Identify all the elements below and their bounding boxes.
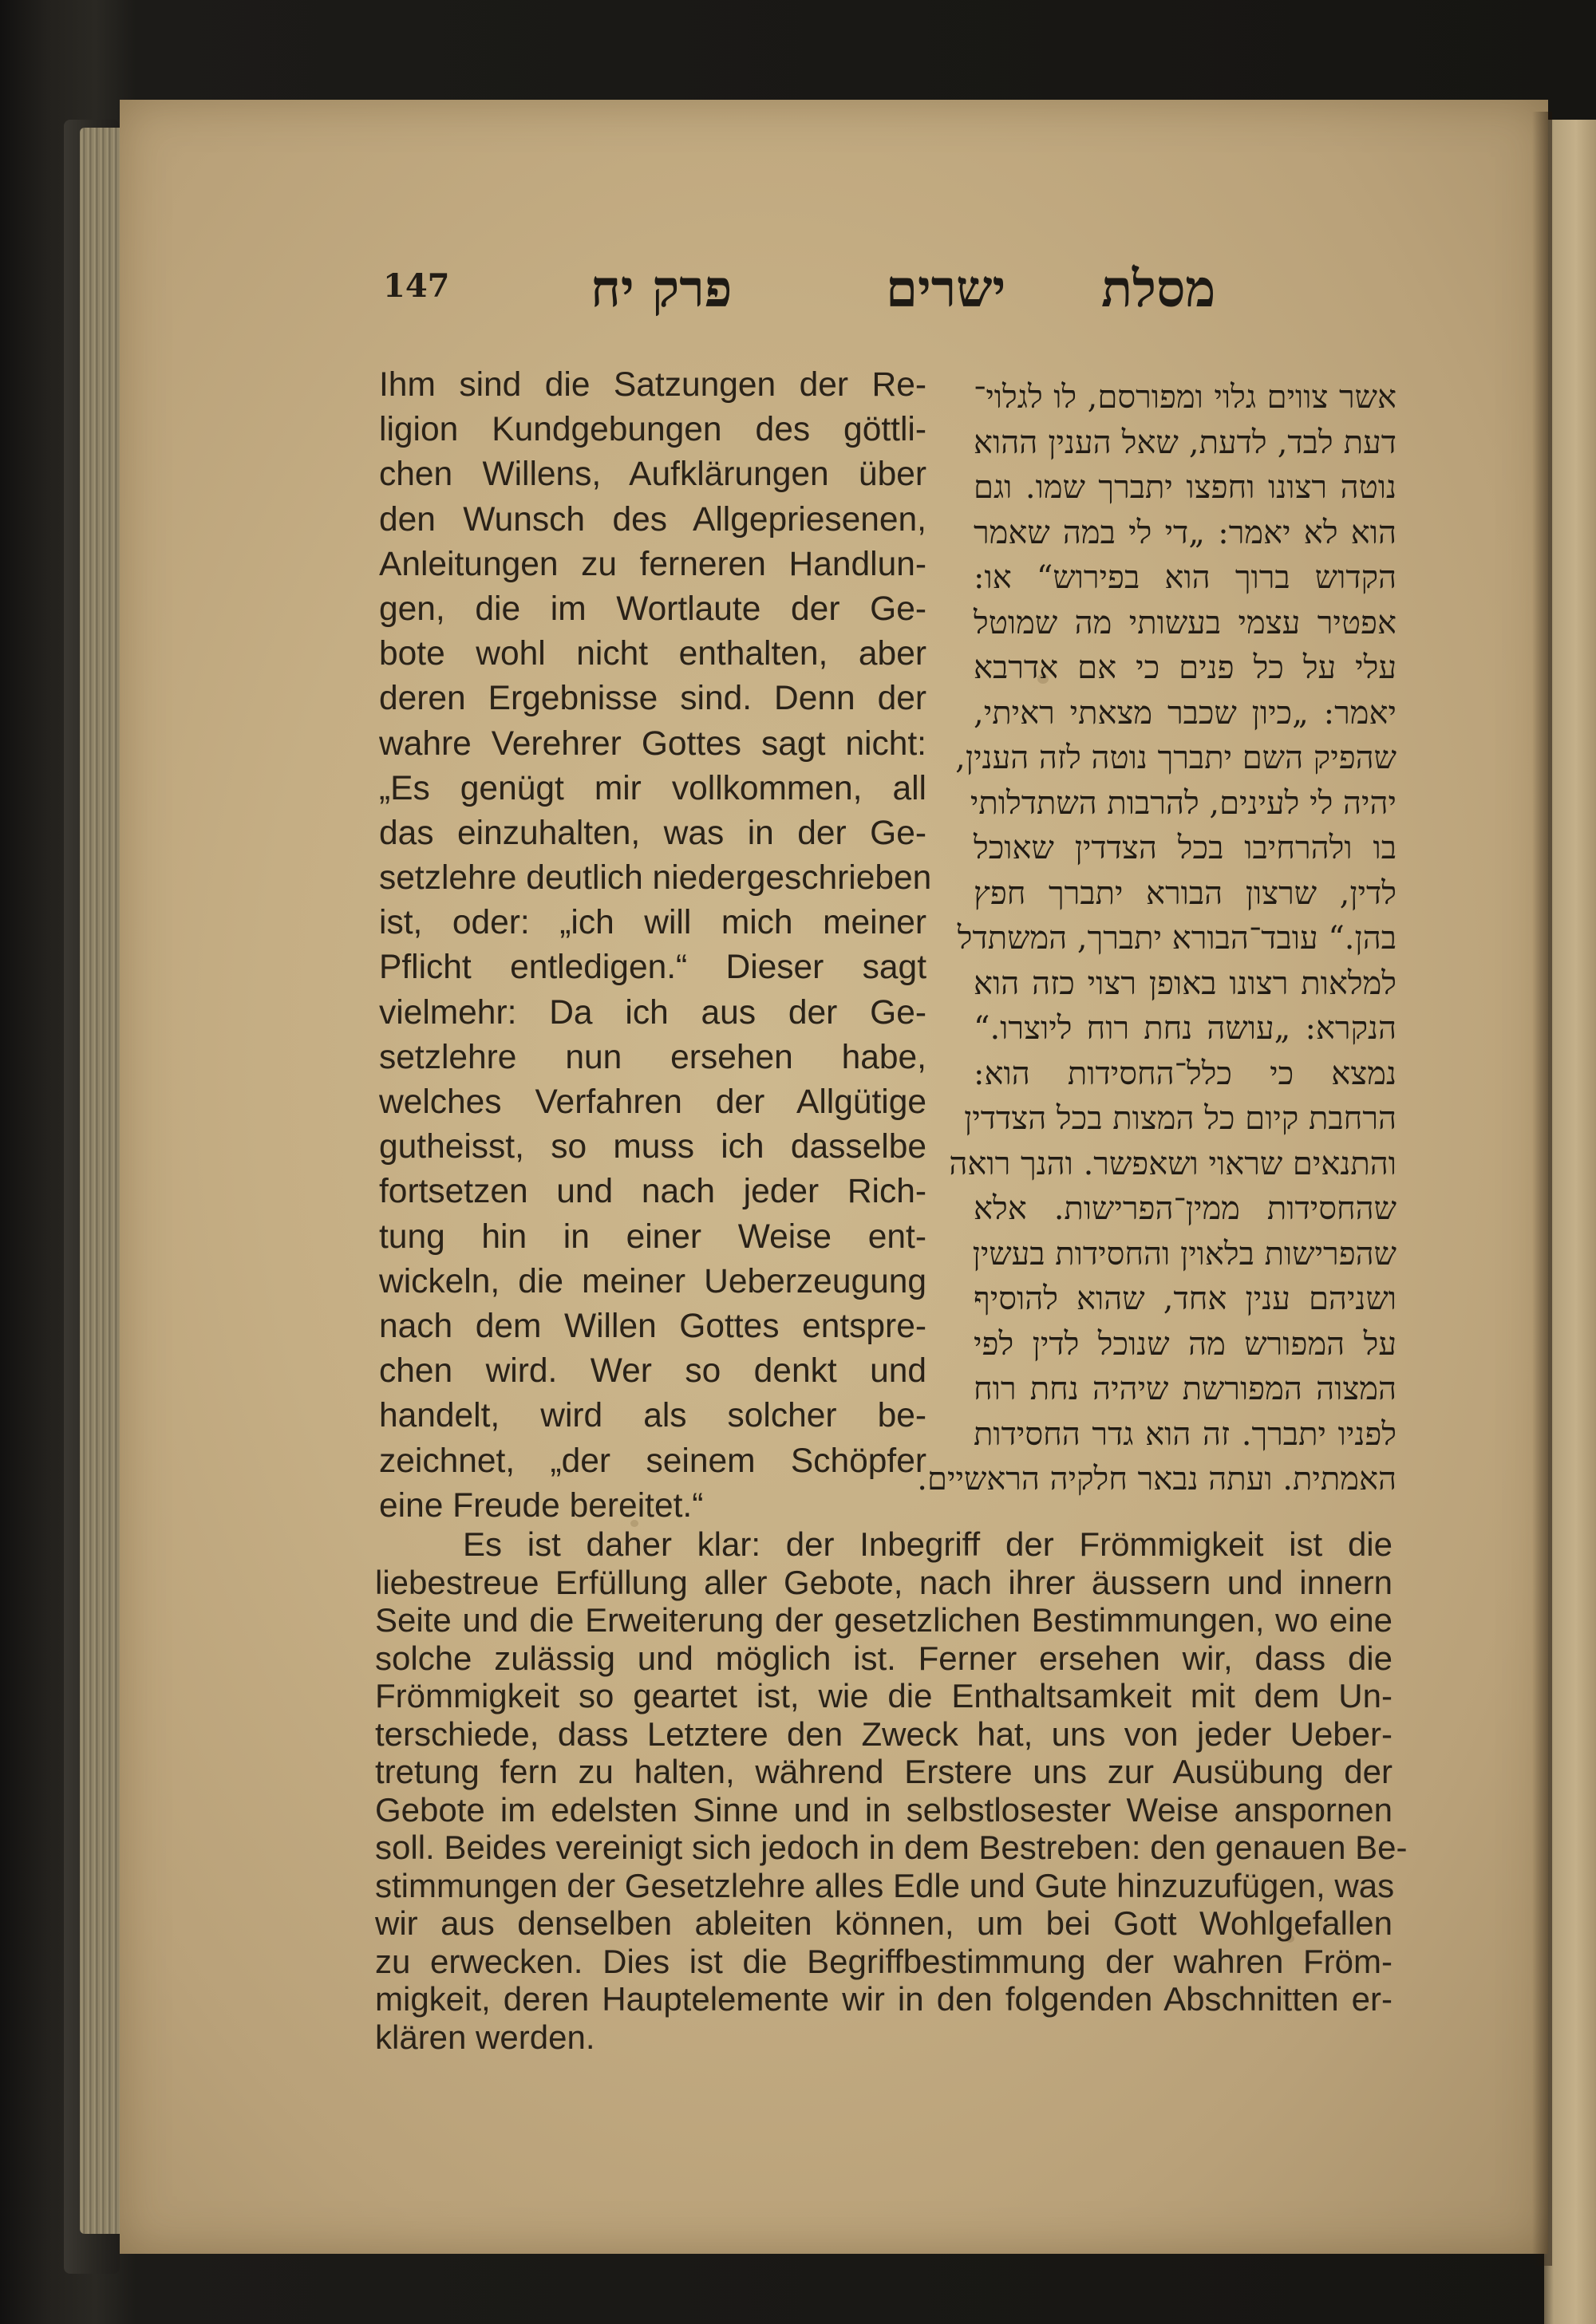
hebrew-line: על המפורש מה שנוכל לדין לפי (974, 1325, 1396, 1363)
german-line: setzlehre nun ersehen habe, (379, 1038, 926, 1076)
page-header (383, 259, 1245, 363)
hebrew-line: עלי על כל פנים כי אם אדרבא (974, 649, 1396, 686)
hebrew-line: דעת לבד, לדעת, שאל הענין ההוא (974, 424, 1396, 461)
german-line: vielmehr: Da ich aus der Ge- (379, 993, 926, 1032)
german-line: das einzuhalten, was in der Ge- (379, 814, 926, 852)
german-line: bote wohl nicht enthalten, aber (379, 635, 926, 673)
summary-line: Gebote im edelsten Sinne und in selbstlosester Weise anspornen (375, 1790, 1393, 1829)
hebrew-line: למלאות רצונו באופן רצוי כזה הוא (974, 965, 1396, 1002)
hebrew-original-column (917, 375, 1396, 1502)
hebrew-line: אשר צווים גלוי ומפורסם, לו לגלוי־ (974, 379, 1396, 416)
german-line: nach dem Willen Gottes entspre- (379, 1307, 926, 1345)
summary-line: tretung fern zu halten, während Erstere uns zur Ausübung der (375, 1753, 1393, 1790)
hebrew-line: לדין, שרצון הבורא יתברך חפץ (974, 874, 1396, 912)
hebrew-line: יאמר: „כיון שכבר מצאתי ראיתי, (974, 694, 1396, 732)
summary-line: klären werden. (375, 2018, 595, 2056)
hebrew-line: אפטיר עצמי בעשותי מה שמוטל (974, 604, 1396, 641)
hebrew-line: יהיה לי לעינים, להרבות השתדלותי (970, 784, 1396, 822)
summary-line: terschiede, dass Letztere den Zweck hat, uns von jeder Ueber- (375, 1714, 1393, 1753)
summary-line: Seite und die Erweiterung der gesetzlichen Bestimmungen, wo eine (375, 1601, 1393, 1639)
german-line: wickeln, die meiner Ueberzeugung (379, 1262, 926, 1300)
hebrew-line: והתנאים שראוי ושאפשר. והנך רואה (949, 1145, 1396, 1182)
summary-line: Es ist daher klar: der Inbegriff der Frömmigkeit ist die (463, 1525, 1393, 1563)
page-number: 147 (383, 267, 450, 305)
german-line: „Es genügt mir vollkommen, all (379, 769, 926, 807)
hebrew-line: שהפיק השם יתברך נוטה לזה הענין, (955, 740, 1396, 776)
summary-line: soll. Beides vereinigt sich jedoch in dem Bestreben: den genauen Be- (375, 1829, 1408, 1866)
german-line: handelt, wird als solcher be- (379, 1397, 926, 1435)
book-title-part2: ישרים (886, 259, 1006, 319)
german-line: fortsetzen und nach jeder Rich- (379, 1173, 926, 1211)
hebrew-line: הרחבת קיום כל המצות בכל הצדדין (964, 1100, 1396, 1137)
hebrew-line: הקדוש ברוך הוא בפירוש“ או: (974, 559, 1396, 596)
chapter-title: פרק יח (591, 259, 733, 319)
summary-line: migkeit, deren Hauptelemente wir in den folgenden Abschnitten er- (375, 1980, 1393, 2018)
german-translation-column (379, 363, 932, 1529)
hebrew-line: בו ולהרחיבו בכל הצדדין שאוכל (974, 830, 1396, 866)
hebrew-line: שהחסידות ממין־הפרישות. אלא (974, 1190, 1396, 1227)
hebrew-line: ושניהם ענין אחד, שהוא להוסיף (974, 1280, 1396, 1317)
hebrew-line: שהפרישות בלאוין והחסידות בעשין (972, 1235, 1396, 1272)
german-line: den Wunsch des Allgepriesenen, (379, 500, 926, 539)
summary-line: stimmungen der Gesetzlehre alles Edle und Gute hinzuzufügen, was (375, 1866, 1395, 1904)
summary-line: solche zulässig und möglich ist. Ferner ersehen wir, dass die (375, 1639, 1393, 1677)
hebrew-line: המצוה המפורשת שיהיה נחת רוח (974, 1371, 1396, 1407)
book-title-part1: מסלת (1101, 259, 1216, 319)
german-line: ist, oder: „ich will mich meiner (379, 904, 926, 942)
summary-line: Frömmigkeit so geartet ist, wie die Enthaltsamkeit mit dem Un- (375, 1677, 1393, 1714)
hebrew-line: בהן.“ עובד־הבורא יתברך, המשתדל (957, 920, 1396, 957)
hebrew-line: הוא לא יאמר: „די לי במה שאמר (974, 514, 1396, 551)
hebrew-line: לפניו יתברך. זה הוא גדר החסידות (974, 1415, 1396, 1453)
german-line: chen Willens, Aufklärungen über (379, 456, 926, 494)
german-line: ligion Kundgebungen des göttli- (379, 411, 926, 449)
summary-line: wir aus denselben ableiten können, um bei Gott Wohlgefallen (375, 1904, 1393, 1942)
german-line: zeichnet, „der seinem Schöpfer (379, 1442, 926, 1480)
german-line: gen, die im Wortlaute der Ge- (379, 590, 926, 628)
summary-line: zu erwecken. Dies ist die Begriffbestimmung der wahren Fröm- (375, 1942, 1393, 1980)
german-line: Anleitungen zu ferneren Handlun- (379, 545, 926, 583)
german-line: chen wird. Wer so denkt und (379, 1352, 926, 1391)
german-line: welches Verfahren der Allgütige (379, 1083, 926, 1121)
german-line: deren Ergebnisse sind. Denn der (379, 680, 926, 718)
hebrew-line: נמצא כי כלל־החסידות הוא: (974, 1055, 1396, 1092)
hebrew-line: האמתית. ועתה נבאר חלקיה הראשיים. (917, 1461, 1396, 1497)
german-line: wahre Verehrer Gottes sagt nicht: (379, 724, 926, 763)
hebrew-line: הנקרא: „עושה נחת רוח ליוצרו.“ (974, 1010, 1396, 1047)
german-line: tung hin in einer Weise ent- (379, 1217, 926, 1256)
german-line: Ihm sind die Satzungen der Re- (379, 366, 926, 404)
german-line: setzlehre deutlich niedergeschrieben (379, 859, 932, 898)
german-line: gutheisst, so muss ich dasselbe (379, 1128, 926, 1166)
gutter-shadow (1532, 112, 1552, 2266)
german-line: eine Freude bereitet.“ (379, 1486, 704, 1525)
hebrew-line: נוטה רצונו וחפצו יתברך שמו. וגם (974, 469, 1396, 506)
german-line: Pflicht entledigen.“ Dieser sagt (379, 949, 926, 987)
german-summary-paragraph (375, 1525, 1408, 2056)
summary-line: liebestreue Erfüllung aller Gebote, nach ihrer äussern und innern (375, 1563, 1393, 1601)
